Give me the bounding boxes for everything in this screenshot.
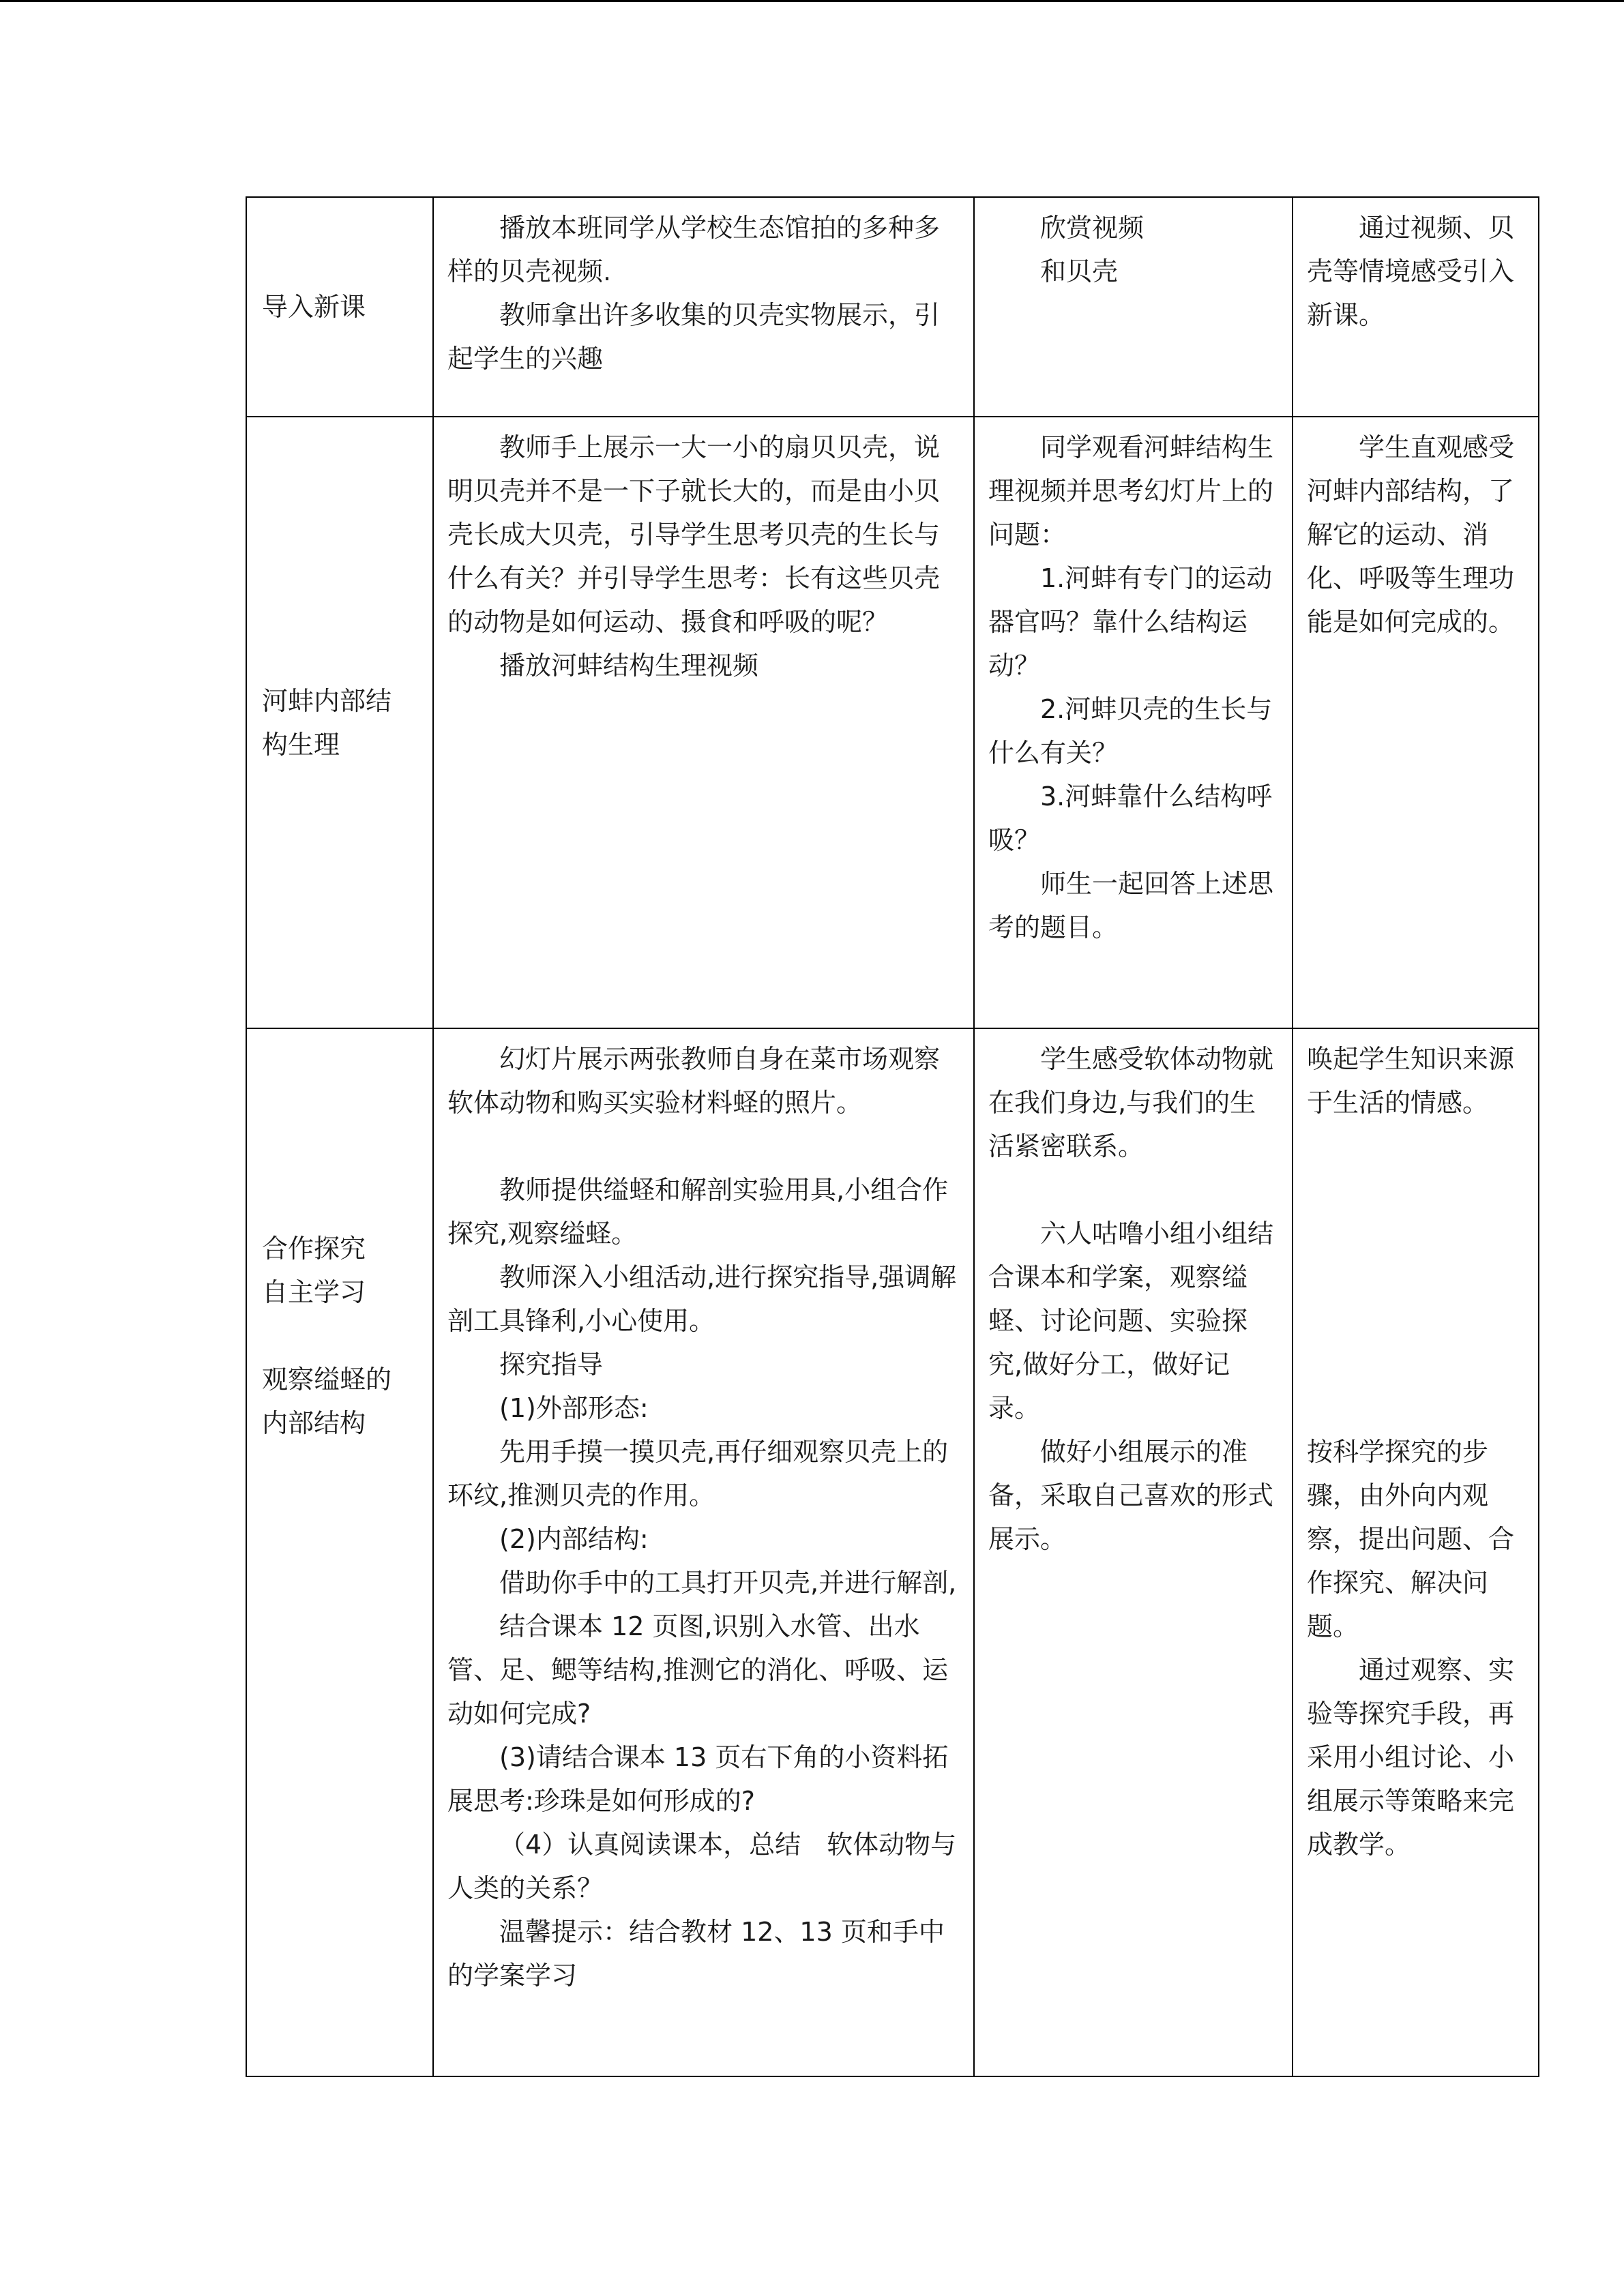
stage-label: 导入新课 — [262, 292, 366, 322]
teacher-paragraph: (1)外部形态: — [499, 1393, 649, 1423]
intent-paragraph: 通过观察、实验等探究手段，再采用小组讨论、小组展示等策略来完成教学。 — [1307, 1655, 1515, 1860]
teacher-paragraph: 教师深入小组活动,进行探究指导,强调解剖工具锋利,小心使用。 — [447, 1262, 957, 1336]
teacher-paragraph: (3)请结合课本 13 页右下角的小资料拓展思考:珍珠是如何形成的? — [447, 1742, 949, 1816]
teacher-paragraph: (2)内部结构: — [499, 1524, 649, 1554]
stage-label: 观察缢蛏的 — [262, 1365, 392, 1395]
teacher-paragraph: 教师提供缢蛏和解剖实验用具,小组合作探究,观察缢蛏。 — [447, 1175, 949, 1249]
intent-paragraph: 按科学探究的步骤，由外向内观察，提出问题、合作探究、解决问题。 — [1307, 1437, 1515, 1641]
teacher-paragraph: 幻灯片展示两张教师自身在菜市场观察软体动物和购买实验材料蛏的照片。 — [447, 1044, 941, 1118]
teacher-activity-cell — [433, 417, 974, 1028]
stage-label: 合作探究 — [262, 1234, 366, 1264]
design-intent-cell — [1293, 197, 1539, 417]
student-paragraph: 1.河蚌有专门的运动器官吗？靠什么结构运动？ — [988, 563, 1273, 681]
stage-cell — [246, 197, 433, 417]
design-intent-cell — [1293, 417, 1539, 1028]
teacher-activity-cell — [433, 1028, 974, 2076]
table-row — [246, 417, 1539, 1028]
teacher-paragraph: 结合课本 12 页图,识别入水管、出水管、足、鳃等结构,推测它的消化、呼吸、运动如何完成? — [447, 1611, 949, 1729]
stage-spacer — [262, 1314, 419, 1358]
paragraph-spacer — [1307, 1124, 1524, 1430]
teacher-paragraph: 借助你手中的工具打开贝壳,并进行解剖, — [499, 1568, 957, 1598]
stage-cell — [246, 417, 433, 1028]
student-paragraph: 六人咕噜小组小组结合课本和学案，观察缢蛏、讨论问题、实验探究,做好分工，做好记录。 — [988, 1219, 1274, 1423]
paragraph-spacer — [988, 1168, 1278, 1212]
student-paragraph: 欣赏视频 — [1040, 213, 1145, 243]
student-activity-cell — [974, 417, 1293, 1028]
student-paragraph: 和贝壳 — [1040, 256, 1119, 286]
table-row — [246, 197, 1539, 417]
student-activity-cell — [974, 197, 1293, 417]
intent-paragraph: 学生直观感受河蚌内部结构，了解它的运动、消化、呼吸等生理功能是如何完成的。 — [1307, 432, 1515, 637]
stage-cell — [246, 1028, 433, 2076]
student-paragraph: 师生一起回答上述思考的题目。 — [988, 869, 1274, 942]
stage-label: 内部结构 — [262, 1408, 366, 1438]
student-paragraph: 3.河蚌靠什么结构呼吸？ — [988, 781, 1273, 855]
stage-label: 构生理 — [262, 729, 340, 760]
teacher-paragraph: 教师拿出许多收集的贝壳实物展示，引起学生的兴趣 — [447, 300, 941, 374]
lesson-plan-table — [246, 196, 1539, 2077]
intent-paragraph: 唤起学生知识来源于生活的情感。 — [1307, 1044, 1515, 1118]
design-intent-cell — [1293, 1028, 1539, 2076]
paragraph-spacer — [447, 1124, 960, 1168]
stage-label: 自主学习 — [262, 1277, 366, 1307]
student-paragraph: 做好小组展示的准备，采取自己喜欢的形式展示。 — [988, 1437, 1274, 1554]
teacher-paragraph: 探究指导 — [499, 1350, 604, 1380]
teacher-paragraph: 播放本班同学从学校生态馆拍的多种多样的贝壳视频. — [447, 213, 941, 286]
student-paragraph: 同学观看河蚌结构生理视频并思考幻灯片上的问题： — [988, 432, 1274, 550]
student-paragraph: 学生感受软体动物就在我们身边,与我们的生活紧密联系。 — [988, 1044, 1274, 1161]
table-row — [246, 1028, 1539, 2076]
student-activity-cell — [974, 1028, 1293, 2076]
teacher-paragraph: 先用手摸一摸贝壳,再仔细观察贝壳上的环纹,推测贝壳的作用。 — [447, 1437, 949, 1510]
intent-paragraph: 通过视频、贝壳等情境感受引入新课。 — [1307, 213, 1515, 330]
student-paragraph: 2.河蚌贝壳的生长与什么有关？ — [988, 694, 1273, 768]
teacher-paragraph: 温馨提示：结合教材 12、13 页和手中的学案学习 — [447, 1917, 945, 1991]
teacher-paragraph: 教师手上展示一大一小的扇贝贝壳，说明贝壳并不是一下子就长大的，而是由小贝壳长成大贝壳，引导学生思考贝壳的生长与什么有关？并引导学生思考：长有这些贝壳的动物是如何运动、摄食和呼吸的呢？ — [447, 432, 941, 637]
page-top-border — [0, 0, 1624, 2]
teacher-paragraph: 播放河蚌结构生理视频 — [499, 651, 759, 681]
teacher-activity-cell — [433, 197, 974, 417]
stage-label: 河蚌内部结 — [262, 685, 392, 716]
teacher-paragraph: （4）认真阅读课本，总结 软体动物与人类的关系？ — [447, 1830, 957, 1903]
